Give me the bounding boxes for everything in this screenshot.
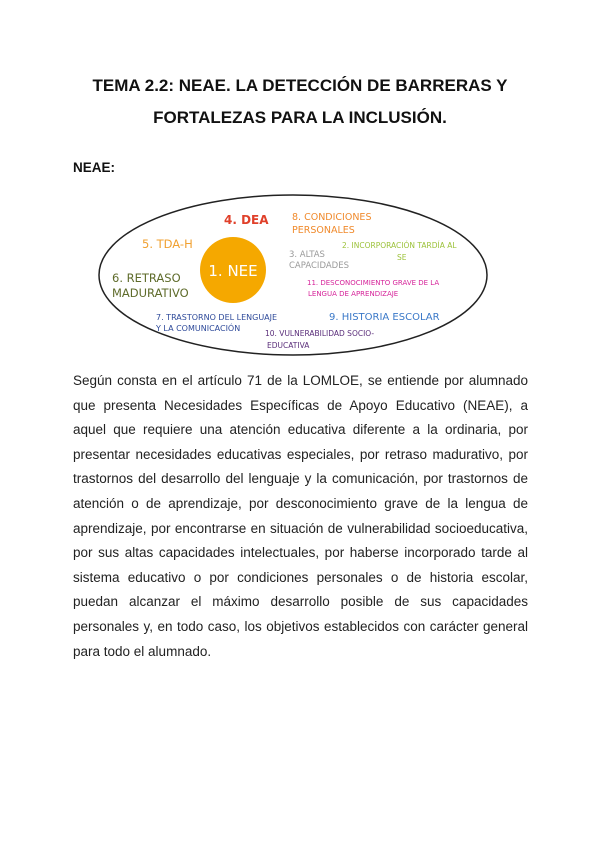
title-line-2: FORTALEZAS PARA LA INCLUSIÓN. [153,108,447,127]
label-condiciones-2: PERSONALES [292,225,355,236]
label-historia: 9. HISTORIA ESCOLAR [329,312,440,323]
label-lenguaje-2: Y LA COMUNICACIÓN [156,324,241,333]
label-dea: 4. DEA [224,213,269,227]
label-altas-1: 3. ALTAS [289,250,325,260]
label-lenguaje-1: 7. TRASTORNO DEL LENGUAJE [156,313,278,322]
label-desconocimiento-2: LENGUA DE APRENDIZAJE [308,290,399,298]
label-incorporacion-1: 2. INCORPORACIÓN TARDÍA AL [342,241,457,250]
label-vulnerabilidad-2: EDUCATIVA [267,341,310,350]
label-incorporacion-2: SE [397,253,407,262]
section-label: NEAE: [73,160,116,175]
page-title [40,70,560,134]
neae-diagram-svg [95,193,495,358]
title-line-1: TEMA 2.2: NEAE. LA DETECCIÓN DE BARRERAS Y [92,76,508,95]
center-label: 1. NEE [208,262,258,280]
label-tdah: 5. TDA-H [142,237,193,251]
label-condiciones-1: 8. CONDICIONES [292,212,372,223]
label-altas-2: CAPACIDADES [289,261,349,271]
body-paragraph: Según consta en el artículo 71 de la LOMLOE, se entiende por alumnado que presenta Necesidades Específicas de Apoyo Educativo (NEAE), a aquel que requiere una atención educativa diferente a la ordinaria, por presentar necesidades educativas especiales, por retraso madurativo, por trastornos del desarrollo del lenguaje y la comunicación, por trastornos de atención o de aprendizaje, por desconocimiento grave de la lengua de aprendizaje, por encontrarse en situación de vulnerabilidad socioeducativa, por sus altas capacidades intelectuales, por haberse incorporado tarde al sistema educativo o por condiciones personales o de historia escolar, puedan alcanzar el máximo desarrollo posible de sus capacidades personales y, en todo caso, los objetivos establecidos con carácter general para todo el alumnado. [73,373,528,659]
neae-diagram [95,193,495,358]
label-vulnerabilidad-1: 10. VULNERABILIDAD SOCIO- [265,329,375,338]
label-desconocimiento-1: 11. DESCONOCIMIENTO GRAVE DE LA [307,279,440,287]
label-retraso-2: MADURATIVO [112,286,189,300]
label-retraso-1: 6. RETRASO [112,271,181,285]
